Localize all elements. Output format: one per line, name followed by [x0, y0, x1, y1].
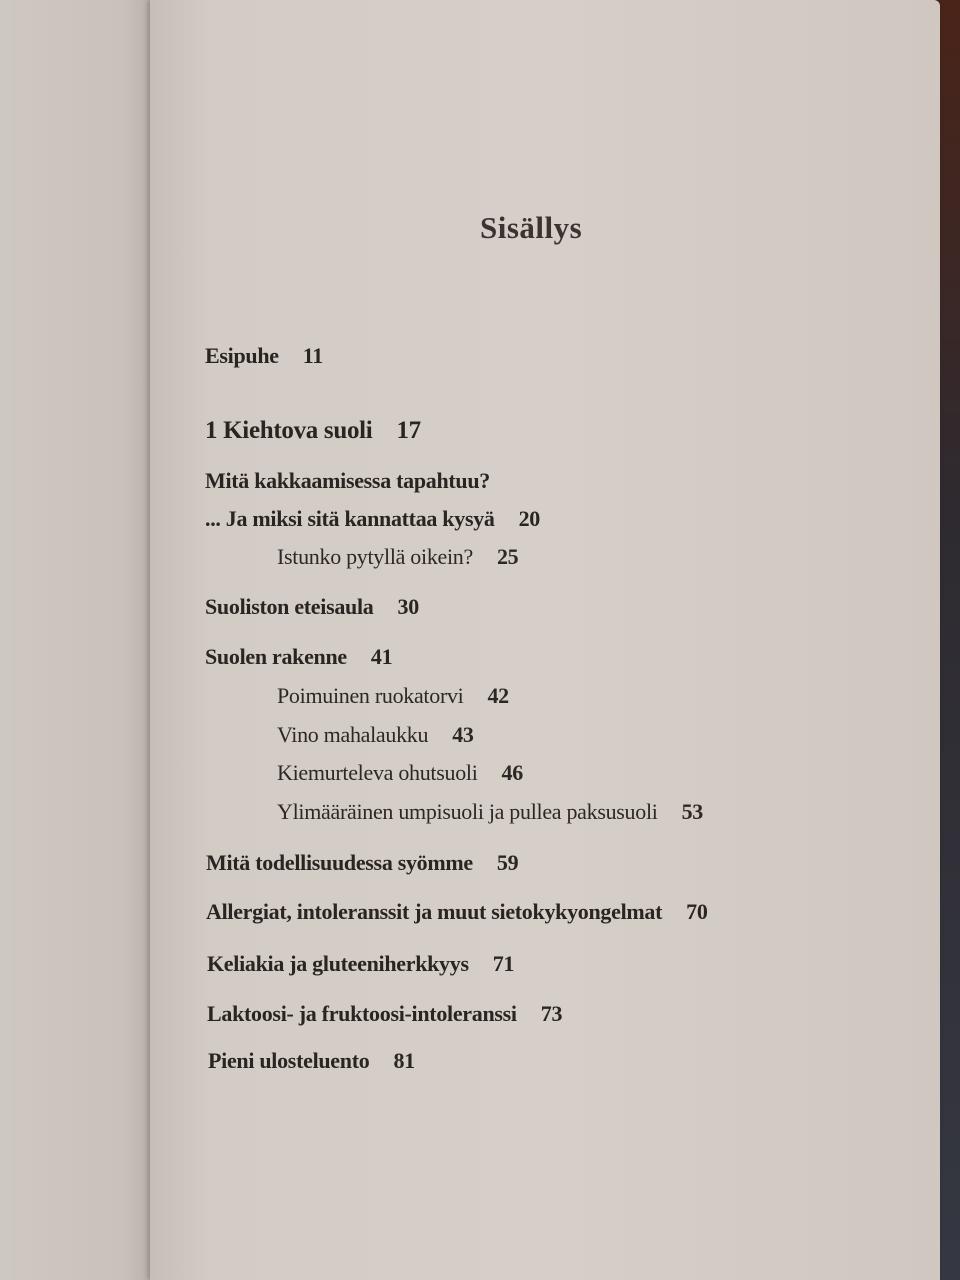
toc-entry	[205, 468, 490, 494]
toc-entry	[208, 1048, 415, 1074]
entry-page: 81	[393, 1048, 415, 1073]
entry-page: 17	[396, 417, 421, 444]
toc-subentry	[277, 760, 523, 786]
entry-page: 25	[496, 544, 519, 569]
toc-chapter	[205, 417, 421, 445]
entry-text: Pieni ulosteluento	[208, 1048, 370, 1073]
entry-page: 11	[302, 343, 323, 368]
toc-entry	[207, 1001, 562, 1027]
entry-page: 53	[681, 799, 703, 824]
entry-text: Suoliston eteisaula	[205, 594, 374, 619]
toc-subentry	[277, 683, 509, 709]
left-page	[0, 0, 152, 1280]
page-title: Sisällys	[480, 210, 583, 245]
toc-entry	[207, 951, 514, 977]
entry-page: 46	[501, 760, 523, 785]
entry-text: Keliakia ja gluteeniherkkyys	[207, 951, 469, 976]
toc-subentry	[277, 544, 518, 570]
entry-text: Poimuinen ruokatorvi	[277, 683, 464, 708]
entry-page: 42	[487, 683, 509, 708]
entry-page: 43	[452, 722, 474, 747]
entry-text: Ylimääräinen umpisuoli ja pullea paksusuoli	[277, 799, 658, 824]
entry-page: 30	[397, 594, 419, 619]
entry-text: Allergiat, intoleranssit ja muut sietokykyongelmat	[206, 899, 663, 924]
entry-text: Kiemurteleva ohutsuoli	[277, 760, 478, 785]
toc-entry	[206, 899, 708, 925]
toc-entry	[205, 644, 392, 670]
toc-subentry	[277, 722, 474, 748]
entry-page: 20	[518, 506, 541, 531]
toc-entry	[205, 343, 323, 369]
entry-text: Vino mahalaukku	[277, 722, 429, 747]
entry-page: 41	[370, 644, 393, 669]
entry-text: ... Ja miksi sitä kannattaa kysyä	[205, 506, 495, 531]
entry-text: 1 Kiehtova suoli	[205, 417, 373, 444]
entry-text: Suolen rakenne	[205, 644, 347, 669]
toc-entry	[205, 594, 419, 620]
toc-entry	[205, 506, 540, 532]
entry-page: 73	[540, 1001, 563, 1026]
entry-text: Mitä kakkaamisessa tapahtuu?	[205, 468, 490, 493]
toc-subentry	[277, 799, 703, 825]
entry-text: Istunko pytyllä oikein?	[277, 544, 473, 569]
entry-text: Laktoosi- ja fruktoosi-intoleranssi	[207, 1001, 517, 1026]
toc-entry	[206, 850, 518, 876]
entry-page: 59	[496, 850, 519, 875]
entry-text: Mitä todellisuudessa syömme	[206, 850, 473, 875]
entry-page: 71	[492, 951, 515, 976]
book-page	[150, 0, 940, 1280]
entry-page: 70	[686, 899, 708, 924]
entry-text: Esipuhe	[205, 343, 279, 368]
